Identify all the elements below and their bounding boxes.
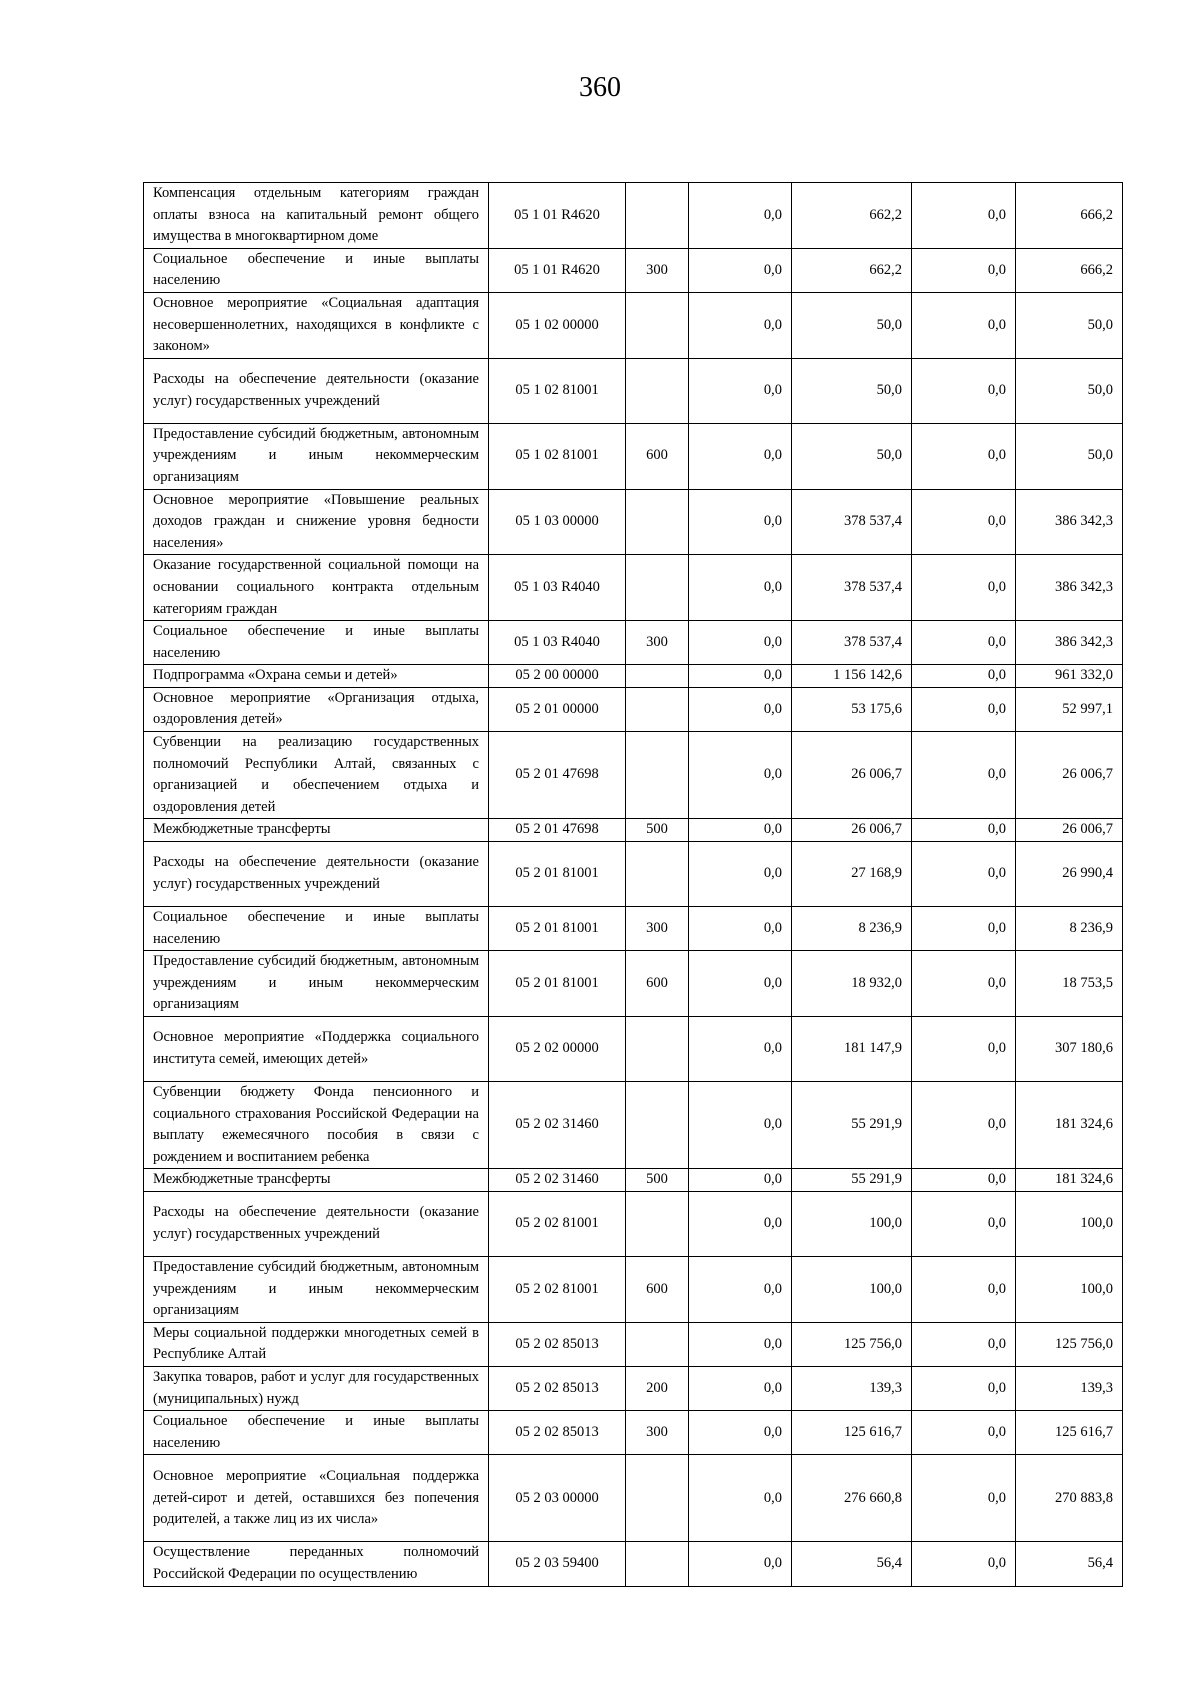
row-value-3-cell: 0,0 <box>912 1256 1016 1322</box>
row-name-cell: Основное мероприятие «Социальная поддержка детей-сирот и детей, оставшихся без попечения родителей, а также лиц из их числа» <box>144 1455 489 1542</box>
table-row <box>144 621 1123 665</box>
row-value-1-cell: 0,0 <box>689 1455 792 1542</box>
row-value-2-cell: 378 537,4 <box>792 621 912 665</box>
row-value-4-cell: 26 990,4 <box>1016 842 1123 907</box>
row-value-2-cell: 26 006,7 <box>792 819 912 842</box>
row-kind-cell <box>626 489 689 555</box>
row-kind-cell <box>626 1191 689 1256</box>
row-value-2-cell: 26 006,7 <box>792 732 912 819</box>
row-name-cell: Расходы на обеспечение деятельности (оказание услуг) государственных учреждений <box>144 842 489 907</box>
row-code-cell: 05 1 03 00000 <box>489 489 626 555</box>
row-kind-cell: 500 <box>626 1169 689 1192</box>
row-kind-cell <box>626 842 689 907</box>
row-name-cell: Основное мероприятие «Социальная адаптация несовершеннолетних, находящихся в конфликте с законом» <box>144 292 489 358</box>
row-code-cell: 05 2 02 31460 <box>489 1082 626 1169</box>
row-name-cell: Субвенции на реализацию государственных полномочий Республики Алтай, связанных с организацией и обеспечением отдыха и оздоровления детей <box>144 732 489 819</box>
row-value-3-cell: 0,0 <box>912 183 1016 249</box>
row-code-cell: 05 2 02 31460 <box>489 1169 626 1192</box>
row-value-2-cell: 378 537,4 <box>792 555 912 621</box>
row-value-2-cell: 1 156 142,6 <box>792 665 912 688</box>
row-kind-cell <box>626 1082 689 1169</box>
row-name-cell: Социальное обеспечение и иные выплаты населению <box>144 248 489 292</box>
row-value-2-cell: 56,4 <box>792 1542 912 1586</box>
row-value-4-cell: 961 332,0 <box>1016 665 1123 688</box>
row-value-4-cell: 125 756,0 <box>1016 1322 1123 1366</box>
row-value-4-cell: 56,4 <box>1016 1542 1123 1586</box>
row-value-2-cell: 276 660,8 <box>792 1455 912 1542</box>
row-value-4-cell: 26 006,7 <box>1016 819 1123 842</box>
table-row <box>144 1191 1123 1256</box>
table-row <box>144 183 1123 249</box>
row-value-1-cell: 0,0 <box>689 1542 792 1586</box>
budget-table-body <box>144 183 1123 1587</box>
row-code-cell: 05 2 02 85013 <box>489 1411 626 1455</box>
row-kind-cell <box>626 1322 689 1366</box>
row-code-cell: 05 1 02 00000 <box>489 292 626 358</box>
row-value-1-cell: 0,0 <box>689 555 792 621</box>
row-code-cell: 05 1 01 R4620 <box>489 183 626 249</box>
row-value-1-cell: 0,0 <box>689 358 792 423</box>
table-row <box>144 732 1123 819</box>
row-value-1-cell: 0,0 <box>689 489 792 555</box>
row-kind-cell <box>626 555 689 621</box>
row-value-1-cell: 0,0 <box>689 842 792 907</box>
row-kind-cell <box>626 183 689 249</box>
row-name-cell: Компенсация отдельным категориям граждан оплаты взноса на капитальный ремонт общего имущества в многоквартирном доме <box>144 183 489 249</box>
row-value-2-cell: 100,0 <box>792 1256 912 1322</box>
row-value-4-cell: 125 616,7 <box>1016 1411 1123 1455</box>
row-kind-cell: 200 <box>626 1366 689 1410</box>
row-value-2-cell: 27 168,9 <box>792 842 912 907</box>
row-value-2-cell: 662,2 <box>792 183 912 249</box>
row-code-cell: 05 2 01 81001 <box>489 842 626 907</box>
row-value-1-cell: 0,0 <box>689 1411 792 1455</box>
row-code-cell: 05 2 01 47698 <box>489 732 626 819</box>
row-value-3-cell: 0,0 <box>912 248 1016 292</box>
row-value-4-cell: 666,2 <box>1016 248 1123 292</box>
table-row <box>144 907 1123 951</box>
row-value-3-cell: 0,0 <box>912 687 1016 731</box>
row-value-4-cell: 50,0 <box>1016 423 1123 489</box>
row-code-cell: 05 2 01 81001 <box>489 951 626 1017</box>
row-code-cell: 05 1 02 81001 <box>489 358 626 423</box>
table-row <box>144 842 1123 907</box>
row-value-1-cell: 0,0 <box>689 665 792 688</box>
table-row <box>144 358 1123 423</box>
row-code-cell: 05 2 01 47698 <box>489 819 626 842</box>
page-number: 360 <box>579 72 621 103</box>
row-value-4-cell: 100,0 <box>1016 1191 1123 1256</box>
row-value-3-cell: 0,0 <box>912 621 1016 665</box>
table-row <box>144 1366 1123 1410</box>
table-row <box>144 248 1123 292</box>
table-row <box>144 819 1123 842</box>
row-kind-cell <box>626 1455 689 1542</box>
row-name-cell: Субвенции бюджету Фонда пенсионного и социального страхования Российской Федерации на выплату ежемесячного пособия в связи с рождением и воспитанием ребенка <box>144 1082 489 1169</box>
row-kind-cell: 500 <box>626 819 689 842</box>
table-row <box>144 292 1123 358</box>
row-name-cell: Социальное обеспечение и иные выплаты населению <box>144 621 489 665</box>
row-value-2-cell: 100,0 <box>792 1191 912 1256</box>
row-value-3-cell: 0,0 <box>912 907 1016 951</box>
row-value-2-cell: 8 236,9 <box>792 907 912 951</box>
row-value-2-cell: 53 175,6 <box>792 687 912 731</box>
row-value-1-cell: 0,0 <box>689 423 792 489</box>
row-kind-cell: 300 <box>626 621 689 665</box>
row-kind-cell: 300 <box>626 907 689 951</box>
row-value-1-cell: 0,0 <box>689 1191 792 1256</box>
row-value-3-cell: 0,0 <box>912 1017 1016 1082</box>
row-value-4-cell: 181 324,6 <box>1016 1169 1123 1192</box>
row-value-3-cell: 0,0 <box>912 358 1016 423</box>
row-value-1-cell: 0,0 <box>689 292 792 358</box>
table-row <box>144 423 1123 489</box>
row-name-cell: Межбюджетные трансферты <box>144 819 489 842</box>
table-row <box>144 1542 1123 1586</box>
row-value-4-cell: 26 006,7 <box>1016 732 1123 819</box>
row-value-4-cell: 386 342,3 <box>1016 621 1123 665</box>
row-value-1-cell: 0,0 <box>689 248 792 292</box>
row-code-cell: 05 1 03 R4040 <box>489 621 626 665</box>
row-kind-cell <box>626 665 689 688</box>
row-name-cell: Оказание государственной социальной помощи на основании социального контракта отдельным категориям граждан <box>144 555 489 621</box>
table-row <box>144 951 1123 1017</box>
row-value-2-cell: 181 147,9 <box>792 1017 912 1082</box>
row-kind-cell <box>626 1542 689 1586</box>
row-value-3-cell: 0,0 <box>912 1169 1016 1192</box>
row-value-4-cell: 8 236,9 <box>1016 907 1123 951</box>
row-kind-cell: 600 <box>626 951 689 1017</box>
row-value-2-cell: 378 537,4 <box>792 489 912 555</box>
row-value-2-cell: 662,2 <box>792 248 912 292</box>
row-name-cell: Предоставление субсидий бюджетным, автономным учреждениям и иным некоммерческим организациям <box>144 423 489 489</box>
row-value-1-cell: 0,0 <box>689 183 792 249</box>
row-name-cell: Осуществление переданных полномочий Российской Федерации по осуществлению <box>144 1542 489 1586</box>
row-value-1-cell: 0,0 <box>689 1017 792 1082</box>
row-value-4-cell: 18 753,5 <box>1016 951 1123 1017</box>
row-name-cell: Закупка товаров, работ и услуг для государственных (муниципальных) нужд <box>144 1366 489 1410</box>
row-value-3-cell: 0,0 <box>912 423 1016 489</box>
row-value-4-cell: 100,0 <box>1016 1256 1123 1322</box>
row-kind-cell: 600 <box>626 1256 689 1322</box>
table-row <box>144 489 1123 555</box>
table-row <box>144 687 1123 731</box>
row-value-3-cell: 0,0 <box>912 555 1016 621</box>
row-value-3-cell: 0,0 <box>912 1542 1016 1586</box>
row-code-cell: 05 2 03 00000 <box>489 1455 626 1542</box>
row-value-3-cell: 0,0 <box>912 1191 1016 1256</box>
row-value-4-cell: 52 997,1 <box>1016 687 1123 731</box>
row-value-3-cell: 0,0 <box>912 842 1016 907</box>
row-code-cell: 05 2 02 85013 <box>489 1366 626 1410</box>
row-code-cell: 05 2 03 59400 <box>489 1542 626 1586</box>
row-code-cell: 05 1 01 R4620 <box>489 248 626 292</box>
row-kind-cell: 600 <box>626 423 689 489</box>
row-value-2-cell: 125 616,7 <box>792 1411 912 1455</box>
row-value-2-cell: 50,0 <box>792 358 912 423</box>
row-value-3-cell: 0,0 <box>912 1411 1016 1455</box>
row-value-3-cell: 0,0 <box>912 819 1016 842</box>
row-name-cell: Социальное обеспечение и иные выплаты населению <box>144 907 489 951</box>
row-name-cell: Основное мероприятие «Поддержка социального института семей, имеющих детей» <box>144 1017 489 1082</box>
row-name-cell: Расходы на обеспечение деятельности (оказание услуг) государственных учреждений <box>144 358 489 423</box>
row-value-4-cell: 270 883,8 <box>1016 1455 1123 1542</box>
row-value-3-cell: 0,0 <box>912 292 1016 358</box>
row-value-1-cell: 0,0 <box>689 687 792 731</box>
row-value-1-cell: 0,0 <box>689 951 792 1017</box>
row-value-3-cell: 0,0 <box>912 489 1016 555</box>
row-value-2-cell: 18 932,0 <box>792 951 912 1017</box>
row-value-1-cell: 0,0 <box>689 1256 792 1322</box>
row-kind-cell <box>626 732 689 819</box>
row-kind-cell <box>626 687 689 731</box>
table-row <box>144 1411 1123 1455</box>
row-code-cell: 05 2 02 81001 <box>489 1191 626 1256</box>
row-value-2-cell: 50,0 <box>792 423 912 489</box>
budget-table <box>143 182 1123 1587</box>
row-kind-cell: 300 <box>626 248 689 292</box>
row-code-cell: 05 2 01 81001 <box>489 907 626 951</box>
row-value-3-cell: 0,0 <box>912 665 1016 688</box>
row-value-4-cell: 50,0 <box>1016 292 1123 358</box>
row-value-3-cell: 0,0 <box>912 1082 1016 1169</box>
row-name-cell: Основное мероприятие «Организация отдыха, оздоровления детей» <box>144 687 489 731</box>
row-code-cell: 05 2 02 00000 <box>489 1017 626 1082</box>
row-value-4-cell: 50,0 <box>1016 358 1123 423</box>
row-name-cell: Подпрограмма «Охрана семьи и детей» <box>144 665 489 688</box>
table-row <box>144 1169 1123 1192</box>
row-kind-cell: 300 <box>626 1411 689 1455</box>
row-value-4-cell: 386 342,3 <box>1016 555 1123 621</box>
row-value-1-cell: 0,0 <box>689 1169 792 1192</box>
table-row <box>144 1017 1123 1082</box>
row-value-1-cell: 0,0 <box>689 1322 792 1366</box>
table-row <box>144 1455 1123 1542</box>
row-code-cell: 05 1 02 81001 <box>489 423 626 489</box>
row-value-2-cell: 125 756,0 <box>792 1322 912 1366</box>
row-value-1-cell: 0,0 <box>689 621 792 665</box>
table-row <box>144 665 1123 688</box>
row-value-2-cell: 55 291,9 <box>792 1169 912 1192</box>
row-kind-cell <box>626 292 689 358</box>
row-name-cell: Предоставление субсидий бюджетным, автономным учреждениям и иным некоммерческим организациям <box>144 1256 489 1322</box>
row-value-4-cell: 386 342,3 <box>1016 489 1123 555</box>
row-kind-cell <box>626 1017 689 1082</box>
row-value-3-cell: 0,0 <box>912 951 1016 1017</box>
row-value-3-cell: 0,0 <box>912 1322 1016 1366</box>
row-code-cell: 05 2 00 00000 <box>489 665 626 688</box>
row-code-cell: 05 2 02 85013 <box>489 1322 626 1366</box>
row-value-1-cell: 0,0 <box>689 732 792 819</box>
row-name-cell: Межбюджетные трансферты <box>144 1169 489 1192</box>
row-value-2-cell: 139,3 <box>792 1366 912 1410</box>
row-name-cell: Основное мероприятие «Повышение реальных доходов граждан и снижение уровня бедности населения» <box>144 489 489 555</box>
row-name-cell: Расходы на обеспечение деятельности (оказание услуг) государственных учреждений <box>144 1191 489 1256</box>
row-value-2-cell: 50,0 <box>792 292 912 358</box>
row-value-1-cell: 0,0 <box>689 1366 792 1410</box>
row-name-cell: Социальное обеспечение и иные выплаты населению <box>144 1411 489 1455</box>
row-code-cell: 05 1 03 R4040 <box>489 555 626 621</box>
table-row <box>144 1256 1123 1322</box>
row-value-4-cell: 666,2 <box>1016 183 1123 249</box>
table-row <box>144 1322 1123 1366</box>
row-value-3-cell: 0,0 <box>912 1366 1016 1410</box>
row-value-2-cell: 55 291,9 <box>792 1082 912 1169</box>
row-value-1-cell: 0,0 <box>689 907 792 951</box>
table-row <box>144 1082 1123 1169</box>
row-code-cell: 05 2 01 00000 <box>489 687 626 731</box>
row-value-4-cell: 307 180,6 <box>1016 1017 1123 1082</box>
row-value-1-cell: 0,0 <box>689 1082 792 1169</box>
row-value-3-cell: 0,0 <box>912 1455 1016 1542</box>
row-kind-cell <box>626 358 689 423</box>
row-code-cell: 05 2 02 81001 <box>489 1256 626 1322</box>
row-value-3-cell: 0,0 <box>912 732 1016 819</box>
row-value-4-cell: 181 324,6 <box>1016 1082 1123 1169</box>
row-name-cell: Предоставление субсидий бюджетным, автономным учреждениям и иным некоммерческим организациям <box>144 951 489 1017</box>
row-name-cell: Меры социальной поддержки многодетных семей в Республике Алтай <box>144 1322 489 1366</box>
row-value-4-cell: 139,3 <box>1016 1366 1123 1410</box>
row-value-1-cell: 0,0 <box>689 819 792 842</box>
table-row <box>144 555 1123 621</box>
